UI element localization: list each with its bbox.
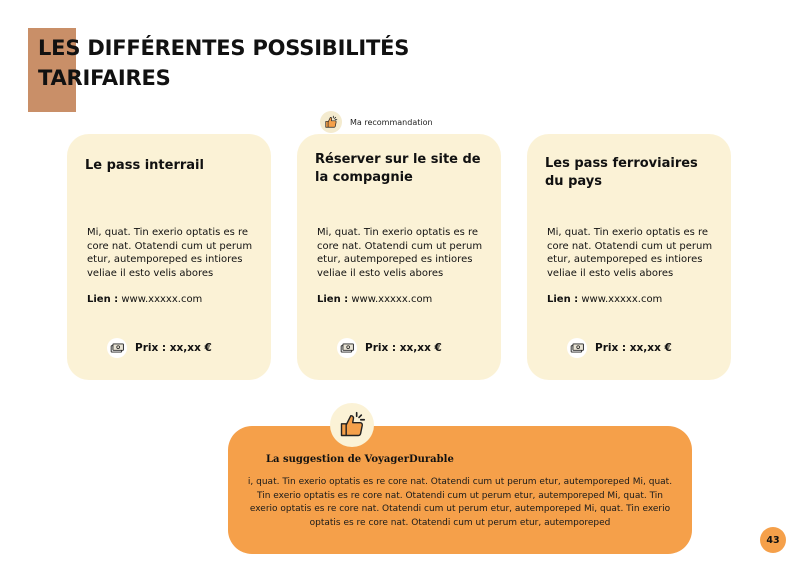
card-price [107, 338, 212, 358]
suggestion-title: La suggestion de VoyagerDurable [266, 454, 454, 465]
card-link-url[interactable]: www.xxxxx.com [581, 294, 663, 305]
card-heading: Réserver sur le site de la compagnie [315, 152, 481, 185]
suggestion-box [228, 426, 692, 554]
pricing-card-country-pass [527, 134, 731, 380]
thumbs-up-sparkle-icon [320, 111, 342, 133]
recommendation-tag [320, 111, 433, 133]
pricing-card-interrail [67, 134, 271, 380]
card-price [337, 338, 442, 358]
card-link-label: Lien : [87, 294, 119, 305]
page-title-line1: LES DIFFÉRENTES POSSIBILITÉS [38, 36, 410, 60]
page-title-line2: TARIFAIRES [38, 66, 171, 90]
card-price-label: Prix : xx,xx € [365, 342, 442, 354]
page-number: 43 [760, 527, 786, 553]
card-link [87, 294, 202, 305]
thumbs-up-sparkle-icon [330, 403, 374, 447]
money-icon [567, 338, 587, 358]
card-body: Mi, quat. Tin exerio optatis es re core nat. Otatendi cum ut perum etur, autemporeped es intiores veliae il esto velis abores [547, 227, 713, 279]
card-link [317, 294, 432, 305]
money-icon [107, 338, 127, 358]
card-link-label: Lien : [317, 294, 349, 305]
card-body: Mi, quat. Tin exerio optatis es re core nat. Otatendi cum ut perum etur, autemporeped es intiores veliae il esto velis abores [87, 227, 253, 279]
page-title [38, 33, 409, 93]
recommendation-label: Ma recommandation [350, 117, 433, 127]
card-link-url[interactable]: www.xxxxx.com [121, 294, 203, 305]
card-price [567, 338, 672, 358]
card-link-label: Lien : [547, 294, 579, 305]
money-icon [337, 338, 357, 358]
card-link-url[interactable]: www.xxxxx.com [351, 294, 433, 305]
card-heading: Le pass interrail [85, 158, 204, 173]
card-heading: Les pass ferroviaires du pays [545, 156, 698, 189]
card-link [547, 294, 662, 305]
card-price-label: Prix : xx,xx € [595, 342, 672, 354]
card-body: Mi, quat. Tin exerio optatis es re core nat. Otatendi cum ut perum etur, autemporeped es intiores veliae il esto velis abores [317, 227, 483, 279]
card-price-label: Prix : xx,xx € [135, 342, 212, 354]
suggestion-body: i, quat. Tin exerio optatis es re core nat. Otatendi cum ut perum etur, autemporeped Mi, quat. Tin exerio optatis es re core nat. Otatendi cum ut perum etur, autemporeped Mi, quat. Tin exerio optatis es re core nat. Otatendi cum ut perum etur, autemporeped Mi, quat. Tin exerio optatis es re core nat. Otatendi cum ut perum etur, autemporeped [247, 477, 673, 528]
pricing-card-company [297, 134, 501, 380]
